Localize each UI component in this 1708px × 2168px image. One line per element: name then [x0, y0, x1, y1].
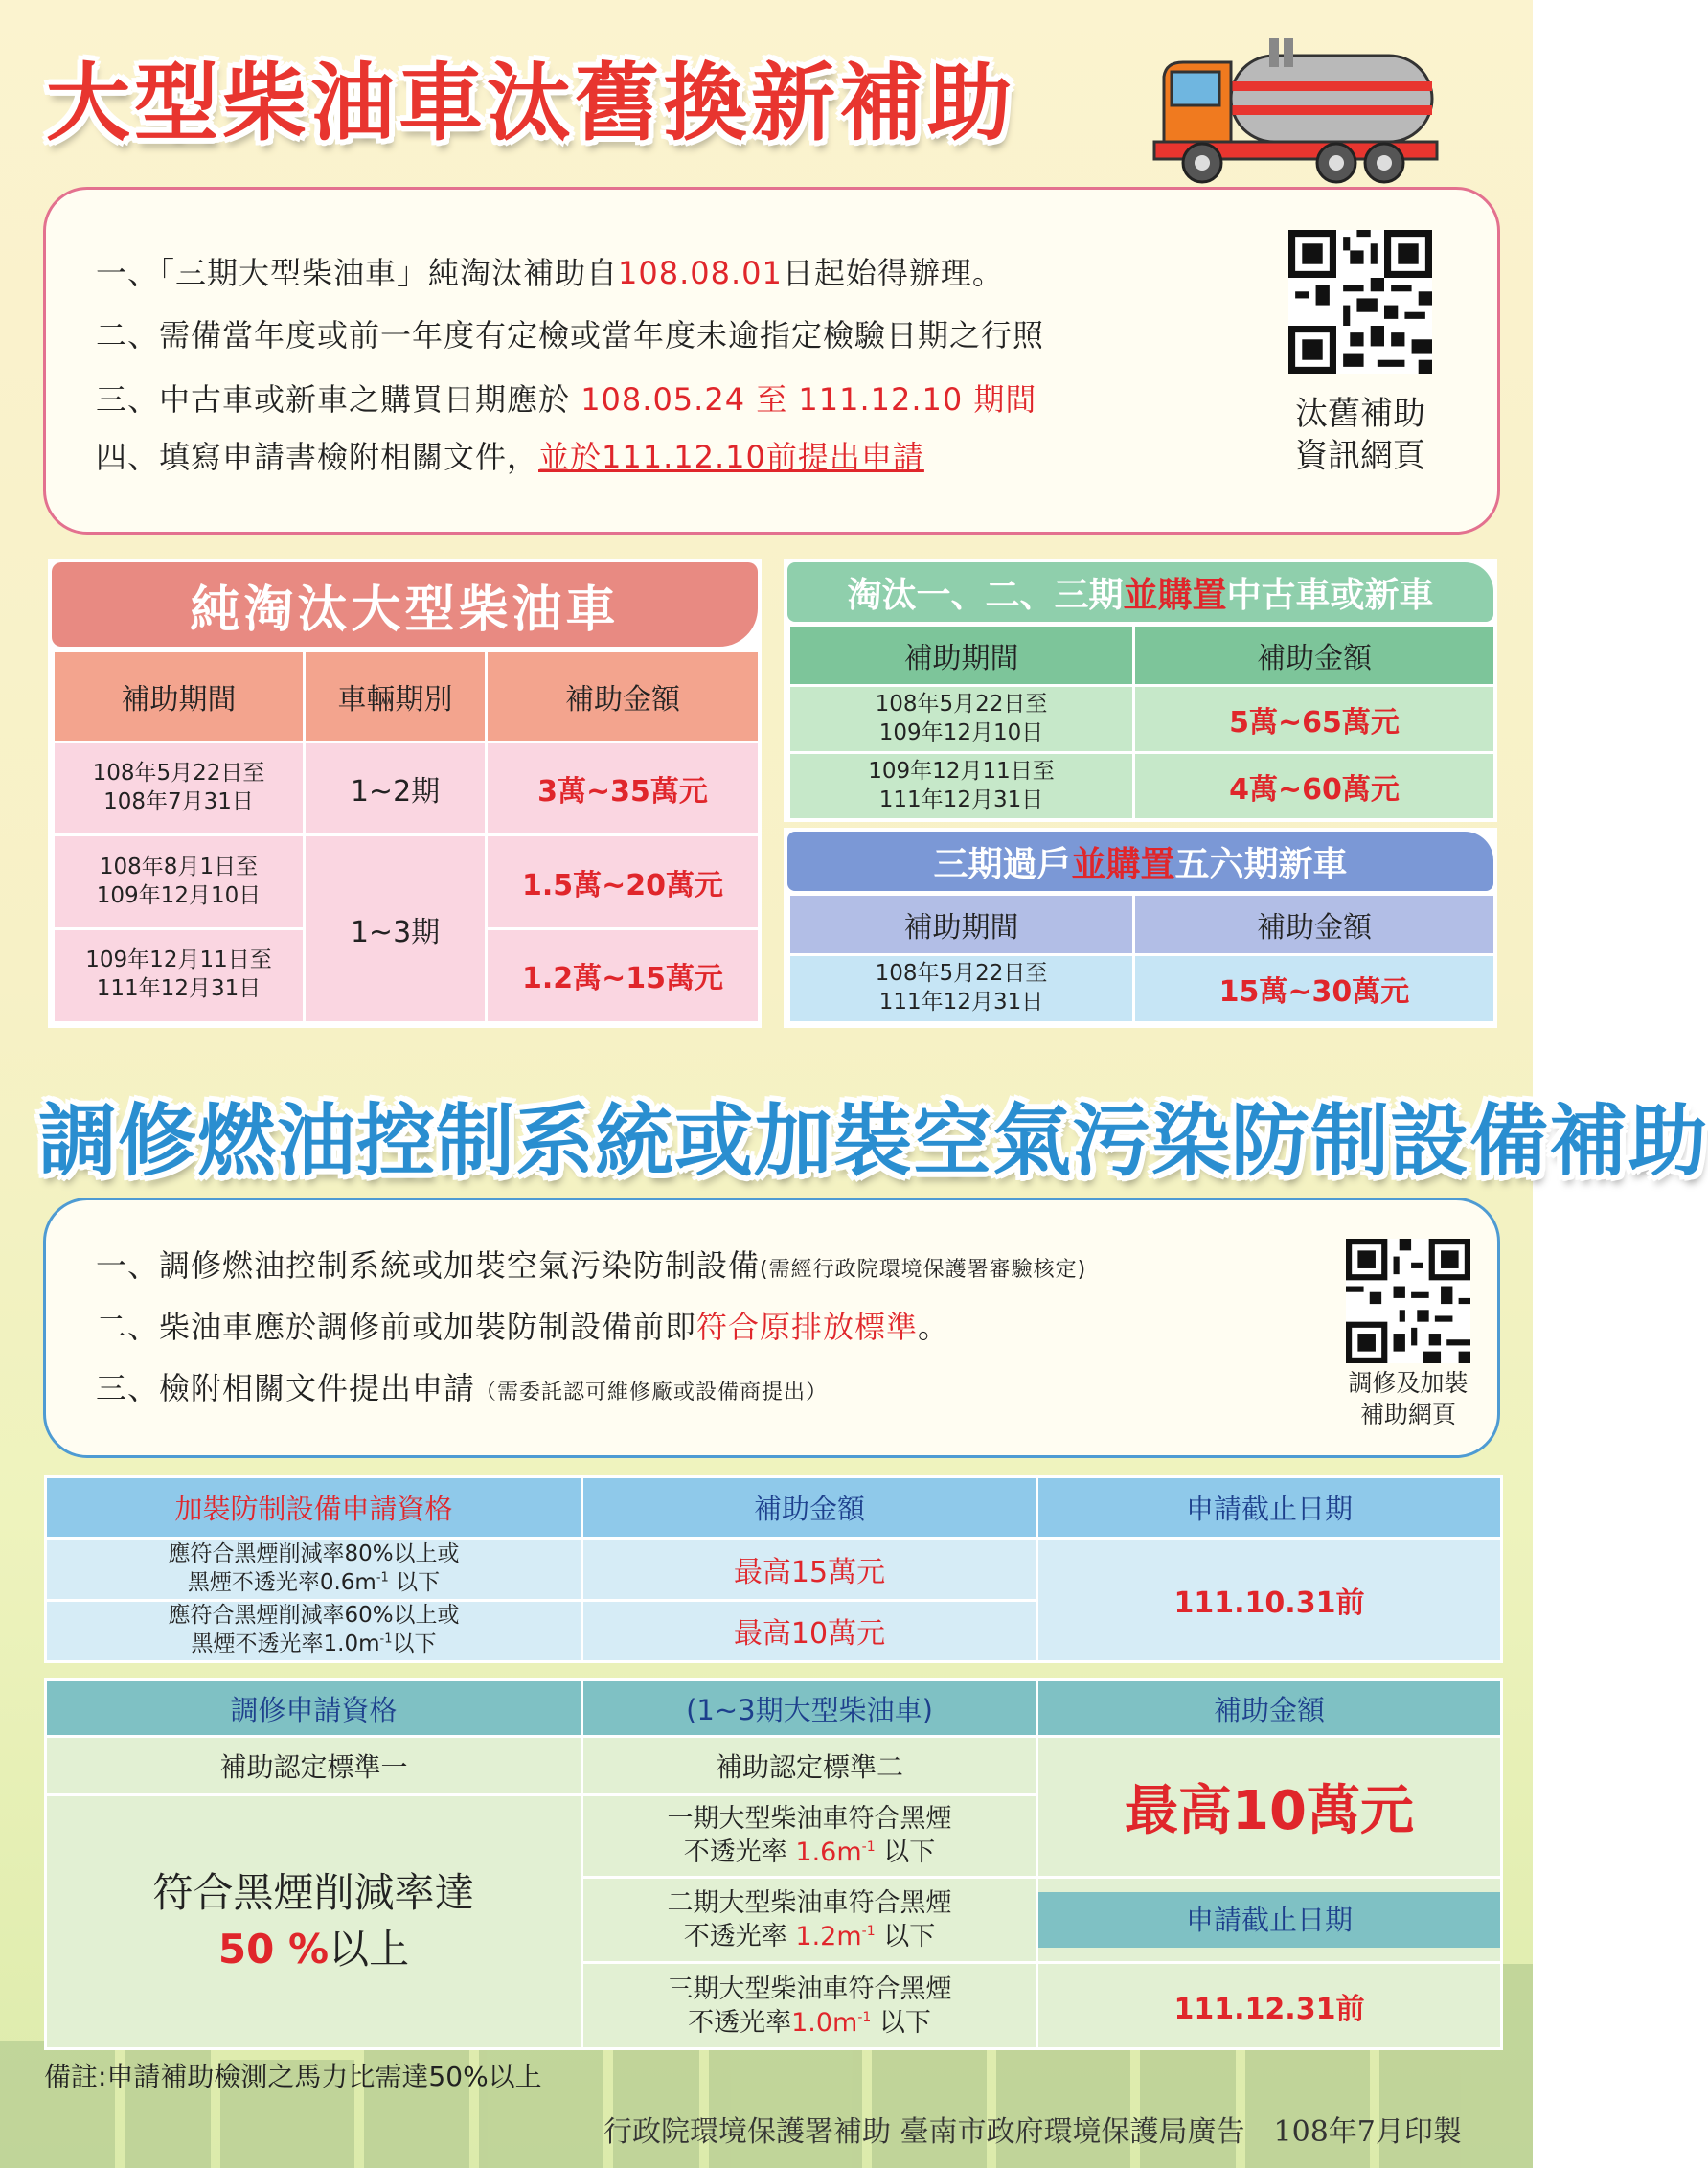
table-row	[789, 753, 1495, 820]
info-line-1: 一、「三期大型柴油車」純淘汰補助自108.08.01日起始得辦理。	[96, 255, 1004, 291]
qr-caption-scrap: 汰舊補助 資訊網頁	[1295, 395, 1425, 476]
transfer-header-period: 補助期間	[789, 895, 1134, 955]
transfer-header-amount: 補助金額	[1134, 895, 1495, 955]
tune-deadline-cell	[1037, 1877, 1502, 1963]
section-title-retrofit: 調修燃油控制系統或加裝空氣污染防制設備補助	[38, 1096, 1708, 1187]
scrap-amount-1: 3萬~35萬元	[487, 742, 760, 835]
table-row	[54, 835, 760, 928]
tune-std1-value: 符合黑煙削減率達 50 %以上	[46, 1795, 582, 2049]
device-amount-2: 最高10萬元	[582, 1600, 1037, 1661]
transfer-period-1: 108年5月22日至 111年12月31日	[789, 955, 1134, 1023]
info-line-4: 四、填寫申請書檢附相關文件，並於111.12.10前提出申請	[96, 439, 924, 475]
scrap-amount-3: 1.2萬~15萬元	[487, 928, 760, 1022]
replace-table-title: 淘汰一、二、三期 並購置 中古車或新車	[787, 562, 1493, 622]
scrap-period-3: 109年12月11日至 111年12月31日	[54, 928, 305, 1022]
tune-subsidy-table	[44, 1678, 1503, 2050]
retrofit-line-3: 三、檢附相關文件提出申請（需委託認可維修廠或設備商提出）	[96, 1370, 829, 1406]
tune-header-qualification: 調修申請資格	[46, 1680, 582, 1737]
tune-std2-stage1: 一期大型柴油車符合黑煙 不透光率 $1.6m^{-1}$ 以下	[582, 1795, 1037, 1878]
tune-std2-stage2: 二期大型柴油車符合黑煙 不透光率 $1.2m^{-1}$ 以下	[582, 1877, 1037, 1963]
replace-subsidy-table	[784, 559, 1497, 822]
device-header-amount: 補助金額	[582, 1477, 1037, 1539]
tanker-truck-icon	[1154, 29, 1442, 187]
replace-header-amount: 補助金額	[1134, 626, 1495, 686]
qr-code-scrap-icon[interactable]	[1288, 230, 1432, 374]
table-row	[46, 1539, 1502, 1600]
scrap-table-title: 純淘汰大型柴油車	[52, 562, 758, 647]
tune-deadline-label: 申請截止日期	[1038, 1892, 1500, 1948]
scrap-stage-2: 1~3期	[305, 835, 487, 1023]
tune-std2-stage3: 三期大型柴油車符合黑煙 不透光率$1.0m^{-1}$ 以下	[582, 1963, 1037, 2049]
tune-std1-header: 補助認定標準一	[46, 1737, 582, 1795]
retrofit-line-1: 一、調修燃油控制系統或加裝空氣污染防制設備(需經行政院環境保護署審驗核定)	[96, 1247, 1087, 1284]
scrap-period-1: 108年5月22日至 108年7月31日	[54, 742, 305, 835]
retrofit-line-2: 二、柴油車應於調修前或加裝防制設備前即符合原排放標準。	[96, 1309, 950, 1345]
scrap-stage-1: 1~2期	[305, 742, 487, 835]
replace-period-2: 109年12月11日至 111年12月31日	[789, 753, 1134, 820]
main-title: 大型柴油車汰舊換新補助	[46, 54, 1016, 152]
info-line-2: 二、需備當年度或前一年度有定檢或當年度未逾指定檢驗日期之行照	[96, 317, 1045, 354]
tune-deadline: 111.12.31前	[1037, 1963, 1502, 2049]
qr-code-retrofit-icon[interactable]	[1346, 1239, 1470, 1363]
transfer-subsidy-table	[784, 828, 1497, 1028]
device-subsidy-table	[44, 1475, 1503, 1663]
device-deadline: 111.10.31前	[1037, 1539, 1502, 1662]
device-header-deadline: 申請截止日期	[1037, 1477, 1502, 1539]
transfer-amount-1: 15萬~30萬元	[1134, 955, 1495, 1023]
footer-note: 備註:申請補助檢測之馬力比需達50%以上	[44, 2061, 542, 2092]
scrap-header-stage: 車輛期別	[305, 651, 487, 742]
replace-header-period: 補助期間	[789, 626, 1134, 686]
table-row	[54, 742, 760, 835]
qr-caption-retrofit: 調修及加裝 補助網頁	[1348, 1369, 1469, 1428]
scrap-header-amount: 補助金額	[487, 651, 760, 742]
tune-amount: 最高10萬元	[1037, 1737, 1502, 1878]
device-qual-2: 應符合黑煙削減率60%以上或 黑煙不透光率$1.0m^{-1}$以下	[46, 1600, 582, 1661]
scrap-subsidy-table	[48, 559, 762, 1028]
device-amount-1: 最高15萬元	[582, 1539, 1037, 1600]
transfer-table-title: 三期過戶 並購置 五六期新車	[787, 832, 1493, 891]
table-row	[789, 955, 1495, 1023]
tune-header-vehicles: (1~3期大型柴油車)	[582, 1680, 1037, 1737]
table-row	[789, 686, 1495, 753]
footer-credit: 行政院環境保護署補助 臺南市政府環境保護局廣告 108年7月印製	[603, 2115, 1462, 2149]
replace-amount-1: 5萬~65萬元	[1134, 686, 1495, 753]
scrap-amount-2: 1.5萬~20萬元	[487, 835, 760, 928]
device-header-qualification: 加裝防制設備申請資格	[46, 1477, 582, 1539]
scrap-period-2: 108年8月1日至 109年12月10日	[54, 835, 305, 928]
tune-std2-header: 補助認定標準二	[582, 1737, 1037, 1795]
scrap-header-period: 補助期間	[54, 651, 305, 742]
tune-header-amount: 補助金額	[1037, 1680, 1502, 1737]
replace-period-1: 108年5月22日至 109年12月10日	[789, 686, 1134, 753]
device-qual-1: 應符合黑煙削減率80%以上或 黑煙不透光率$0.6m^{-1}$ 以下	[46, 1539, 582, 1600]
replace-amount-2: 4萬~60萬元	[1134, 753, 1495, 820]
info-line-3: 三、中古車或新車之購買日期應於 108.05.24 至 111.12.10 期間	[96, 381, 1037, 418]
info-box-scrap	[43, 187, 1500, 535]
